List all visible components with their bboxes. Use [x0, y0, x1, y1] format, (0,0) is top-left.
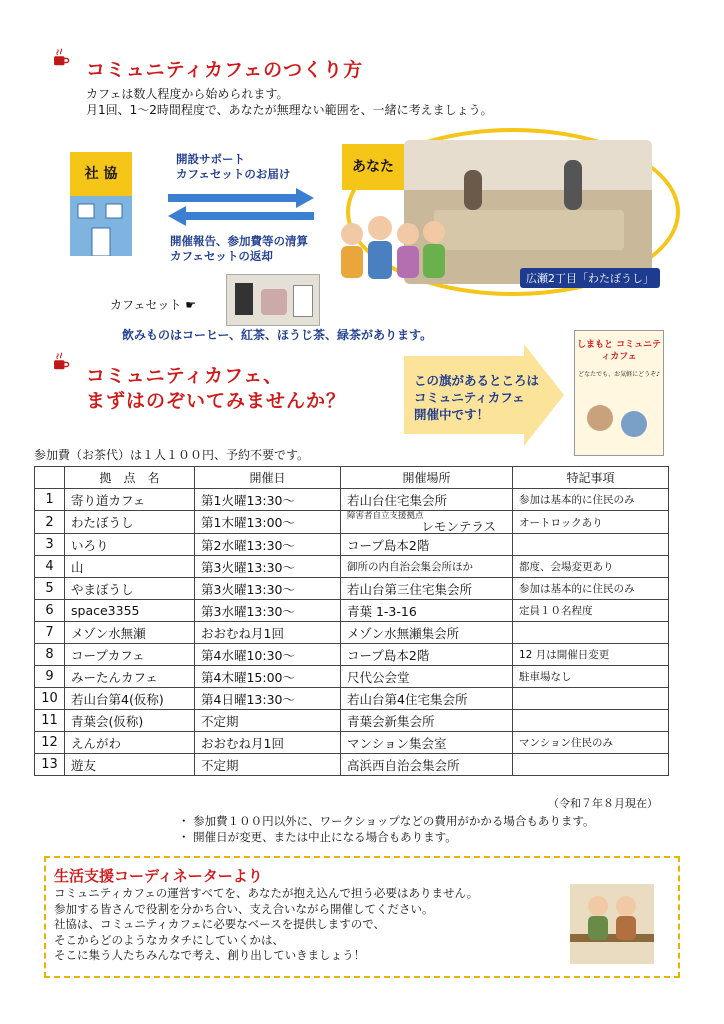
row-name: 山 [65, 556, 195, 578]
row-name: space3355 [65, 600, 195, 622]
shakyo-label: 社 協 [70, 152, 132, 196]
note-item: ・ 開催日が変更、または中止になる場合もあります。 [178, 830, 457, 844]
row-name: コープカフェ [65, 644, 195, 666]
row-note [513, 754, 669, 776]
notes-list [178, 813, 595, 845]
row-date: 不定期 [195, 710, 341, 732]
row-place: 高浜西自治会集会所 [341, 754, 513, 776]
row-place: メゾン水無瀬集会所 [341, 622, 513, 644]
note-item: ・ 参加費１００円以外に、ワークショップなどの費用がかかる場合もあります。 [178, 814, 595, 828]
row-number: 1 [35, 489, 65, 511]
row-place: 若山台第4住宅集会所 [341, 688, 513, 710]
table-row [35, 666, 669, 688]
row-name: 寄り道カフェ [65, 489, 195, 511]
row-date: 第4水曜10:30～ [195, 644, 341, 666]
people-illustration [332, 208, 450, 286]
row-place: コープ島本2階 [341, 534, 513, 556]
section2-title: コミュニティカフェ、 まずはのぞいてみませんか？ [86, 365, 347, 412]
row-number: 8 [35, 644, 65, 666]
arrow-top-text: 開設サポート カフェセットのお届け [176, 152, 291, 181]
row-place-sub: 障害者自立支援拠点 [347, 511, 424, 521]
table-row [35, 754, 669, 776]
table-row [35, 600, 669, 622]
coordinator-title: 生活支援コーディネーターより [54, 867, 263, 885]
row-place [341, 511, 513, 534]
row-number: 12 [35, 732, 65, 754]
header-no [35, 467, 65, 489]
row-number: 2 [35, 511, 65, 534]
row-date: 第2水曜13:30～ [195, 534, 341, 556]
cup-icon [50, 352, 72, 374]
drinks-note: 飲みものはコーヒー、紅茶、ほうじ茶、緑茶があります。 [122, 328, 433, 342]
row-note [513, 534, 669, 556]
section1-intro: カフェは数人程度から始められます。 月1回、1～2時間程度で、あなたが無理ない範囲を、一緒に考えましょう。 [86, 87, 493, 117]
table-row [35, 622, 669, 644]
table-row [35, 688, 669, 710]
row-number: 10 [35, 688, 65, 710]
anata-label: あなた [342, 144, 404, 190]
table-header-row [35, 467, 669, 489]
row-date: 不定期 [195, 754, 341, 776]
table-row [35, 710, 669, 732]
table-row [35, 556, 669, 578]
row-place: 尺代公会堂 [341, 666, 513, 688]
row-number: 13 [35, 754, 65, 776]
row-name: みーたんカフェ [65, 666, 195, 688]
row-date: 第3火曜13:30～ [195, 556, 341, 578]
row-number: 7 [35, 622, 65, 644]
row-place: 若山台住宅集会所 [341, 489, 513, 511]
table-row [35, 578, 669, 600]
row-note: 定員１０名程度 [513, 600, 669, 622]
coordinator-body: コミュニティカフェの運営すべてを、あなたが抱え込んで担う必要はありません。 参加する皆さんで役割を分かち合い、支え合いながら開催してください。 社協は、コミュニティカフェに必要なベースを提供しますので、 そこからどのようなカタチにしていくかは、 そこに集う人たちみんなで考え、創り出していきましょう！ [54, 886, 479, 962]
row-name: メゾン水無瀬 [65, 622, 195, 644]
row-name: えんがわ [65, 732, 195, 754]
row-note: マンション住民のみ [513, 732, 669, 754]
row-date: 第4日曜13:30～ [195, 688, 341, 710]
row-date: 第3火曜13:30～ [195, 578, 341, 600]
row-date: 第3水曜13:30～ [195, 600, 341, 622]
flag-callout: この旗があるところは コミュニティカフェ 開催中です！ [414, 373, 540, 422]
row-name: いろり [65, 534, 195, 556]
header-note: 特記事項 [513, 467, 669, 489]
table-row [35, 732, 669, 754]
row-place-main: レモンテラス [421, 519, 496, 534]
table-row [35, 489, 669, 511]
row-note: 参加は基本的に住民のみ [513, 578, 669, 600]
row-note [513, 622, 669, 644]
row-date: 第1木曜13:00～ [195, 511, 341, 534]
flag-sub: どなたでも、お気軽にどうぞ♪ [578, 371, 660, 378]
header-place: 開催場所 [341, 467, 513, 489]
fee-note: 参加費（お茶代）は１人１００円、予約不要です。 [34, 448, 310, 462]
row-note: 都度、会場変更あり [513, 556, 669, 578]
row-note: 参加は基本的に住民のみ [513, 489, 669, 511]
row-number: 11 [35, 710, 65, 732]
row-number: 3 [35, 534, 65, 556]
row-number: 5 [35, 578, 65, 600]
row-note: 駐車場なし [513, 666, 669, 688]
row-number: 4 [35, 556, 65, 578]
cup-icon [50, 48, 72, 70]
building-icon [70, 196, 132, 260]
cafe-flag [574, 330, 664, 456]
as-of-date: （令和７年８月現在） [548, 797, 658, 810]
header-name: 拠 点 名 [65, 467, 195, 489]
cafe-set-photo [226, 274, 320, 326]
row-place: 青葉 1-3-16 [341, 600, 513, 622]
row-place: 若山台第三住宅集会所 [341, 578, 513, 600]
row-name: 若山台第4(仮称) [65, 688, 195, 710]
arrow-bottom-text: 開催報告、参加費等の清算 カフェセットの返却 [170, 234, 308, 263]
row-place: 御所の内自治会集会所ほか [341, 556, 513, 578]
row-place: マンション集会室 [341, 732, 513, 754]
arrow-left-icon [168, 206, 314, 230]
photo-caption: 広瀬2丁目「わたぼうし」 [520, 268, 660, 288]
row-note [513, 688, 669, 710]
elderly-couple-illustration [570, 884, 654, 968]
row-date: 第4木曜15:00～ [195, 666, 341, 688]
row-note [513, 710, 669, 732]
row-place: 青葉会新集会所 [341, 710, 513, 732]
cafe-set-label: カフェセット ☛ [110, 298, 196, 312]
row-date: おおむね月1回 [195, 732, 341, 754]
section1-title: コミュニティカフェのつくり方 [86, 59, 364, 81]
schedule-table [34, 466, 669, 776]
row-name: 遊友 [65, 754, 195, 776]
header-date: 開催日 [195, 467, 341, 489]
row-number: 9 [35, 666, 65, 688]
row-date: おおむね月1回 [195, 622, 341, 644]
table-row [35, 511, 669, 534]
row-note: 12 月は開催日変更 [513, 644, 669, 666]
row-place: コープ島本2階 [341, 644, 513, 666]
row-note: オートロックあり [513, 511, 669, 534]
row-name: 青葉会(仮称) [65, 710, 195, 732]
row-name: わたぼうし [65, 511, 195, 534]
table-row [35, 534, 669, 556]
row-number: 6 [35, 600, 65, 622]
row-name: やまぼうし [65, 578, 195, 600]
row-date: 第1火曜13:30～ [195, 489, 341, 511]
table-row [35, 644, 669, 666]
flag-title: しまもと コミュニティカフェ [577, 340, 661, 362]
